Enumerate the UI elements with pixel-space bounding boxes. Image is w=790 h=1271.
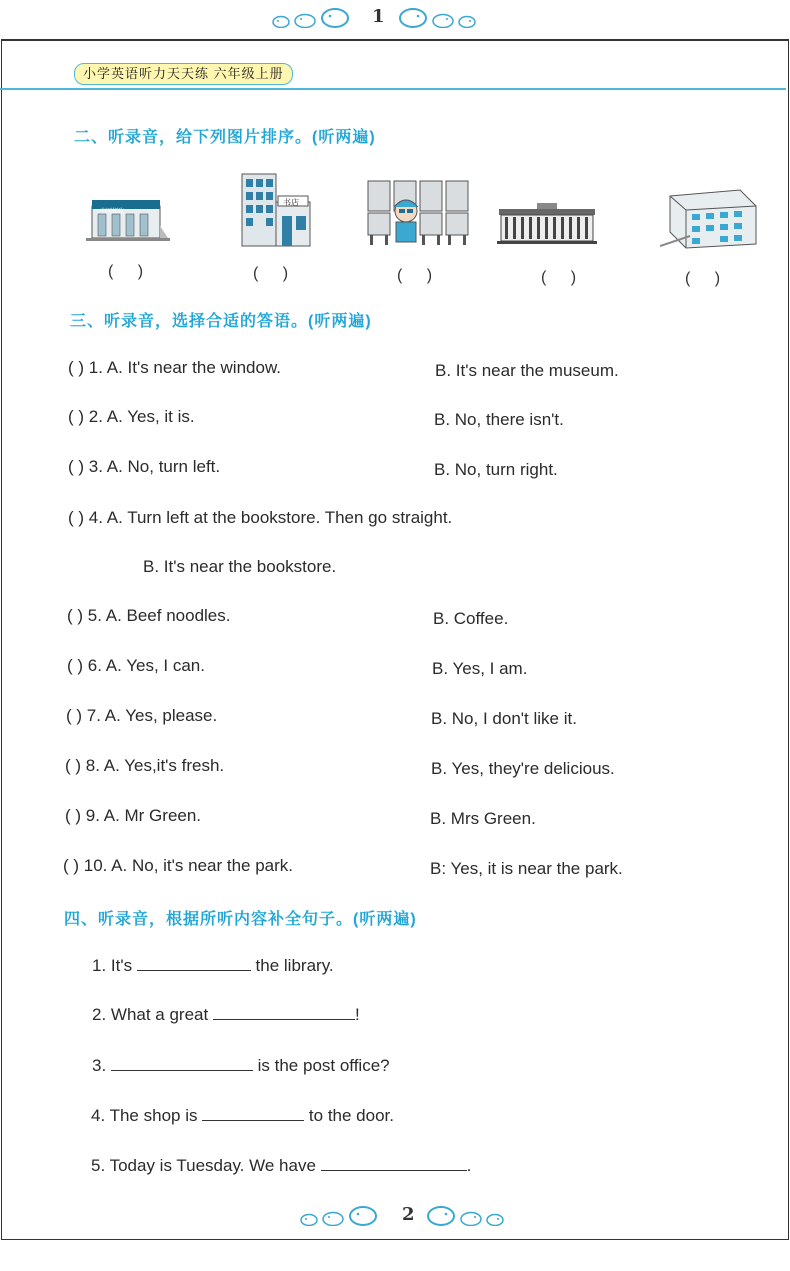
sentence-4-start: 4. The shop is [91,1106,203,1125]
sentence-3-end: is the post office? [252,1056,390,1075]
post-office-icon [86,196,170,242]
cinema-icon [366,179,470,247]
sentence-3-blank[interactable] [111,1056,253,1071]
section-4-title: 四、听录音，根据所听内容补全句子。(听两遍) [64,911,417,928]
sentence-1-start: 1. It's [92,956,137,975]
section-2-title: 二、听录音，给下列图片排序。(听两遍) [74,129,376,146]
sentence-2-blank[interactable] [213,1005,355,1020]
sentence-4-blank[interactable] [202,1106,304,1121]
elephant-icon [486,1212,504,1226]
question-6-option-b: B. Yes, I am. [432,659,528,678]
question-4-option-b: B. It's near the bookstore. [143,557,337,576]
footer-elephants-right [426,1204,504,1226]
question-8-option-b: B. Yes, they're delicious. [431,759,615,778]
fill-in-sentence-4 [91,1106,394,1126]
elephant-icon [320,6,350,28]
question-1-option-b: B. It's near the museum. [435,361,619,380]
fill-in-sentence-2 [92,1005,360,1025]
question-5-option-b: B. Coffee. [433,609,509,628]
elephant-icon [426,1204,456,1226]
sentence-2-start: 2. What a great [92,1005,213,1024]
question-9-option-b: B. Mrs Green. [430,809,536,828]
question-4-option-a: ( ) 4. A. Turn left at the bookstore. Then go straight. [68,508,453,527]
picture-2-answer-box[interactable]: ( ) [253,265,299,282]
elephant-icon [460,1209,482,1226]
page-number-top: 1 [372,6,385,27]
book-header: 小学英语听力天天练 六年级上册 [74,63,293,85]
question-9-option-a: ( ) 9. A. Mr Green. [65,806,202,825]
elephant-icon [458,14,476,28]
question-5-option-a: ( ) 5. A. Beef noodles. [67,606,231,625]
hospital-icon [660,186,760,250]
elephant-icon [300,1212,318,1226]
elephant-icon [398,6,428,28]
question-6-option-a: ( ) 6. A. Yes, I can. [67,656,205,675]
picture-1-answer-box[interactable]: ( ) [108,263,154,280]
picture-5-answer-box[interactable]: ( ) [685,270,731,287]
sentence-2-end: ! [354,1005,360,1024]
header-divider [0,88,786,90]
question-10-option-b: B: Yes, it is near the park. [430,859,623,878]
picture-3-answer-box[interactable]: ( ) [397,267,443,284]
question-3-option-a: ( ) 3. A. No, turn left. [68,457,221,476]
question-7-option-b: B. No, I don't like it. [431,709,577,728]
question-10-option-a: ( ) 10. A. No, it's near the park. [63,856,294,875]
elephant-decoration-left [272,6,350,28]
sentence-5-start: 5. Today is Tuesday. We have [91,1156,321,1175]
sentence-5-end: . [466,1156,472,1175]
question-1-option-a: ( ) 1. A. It's near the window. [68,358,282,377]
sentence-1-blank[interactable] [137,956,251,971]
elephant-icon [322,1209,344,1226]
elephant-icon [348,1204,378,1226]
fill-in-sentence-1 [92,956,334,976]
question-2-option-b: B. No, there isn't. [434,410,564,429]
question-8-option-a: ( ) 8. A. Yes,it's fresh. [65,756,225,775]
sentence-3-start: 3. [92,1056,111,1075]
elephant-icon [272,14,290,28]
sentence-4-end: to the door. [304,1106,394,1125]
post-office-sign: 中国邮政 [100,209,125,215]
museum-icon [497,201,597,245]
section-3-title: 三、听录音，选择合适的答语。(听两遍) [70,313,372,330]
page-number-bottom: 2 [402,1204,415,1225]
elephant-icon [432,11,454,28]
sentence-1-end: the library. [250,956,334,975]
sentence-5-blank[interactable] [321,1156,467,1171]
question-3-option-b: B. No, turn right. [434,460,558,479]
bookstore-sign: 书店 [283,198,299,207]
question-2-option-a: ( ) 2. A. Yes, it is. [68,407,195,426]
picture-4-answer-box[interactable]: ( ) [541,269,587,286]
elephant-decoration-right [398,6,476,28]
question-7-option-a: ( ) 7. A. Yes, please. [66,706,218,725]
previous-page-footer [0,0,790,38]
fill-in-sentence-5 [91,1156,471,1176]
footer-elephants-left [300,1204,378,1226]
fill-in-sentence-3 [92,1056,390,1076]
bookstore-icon [240,172,312,248]
elephant-icon [294,11,316,28]
